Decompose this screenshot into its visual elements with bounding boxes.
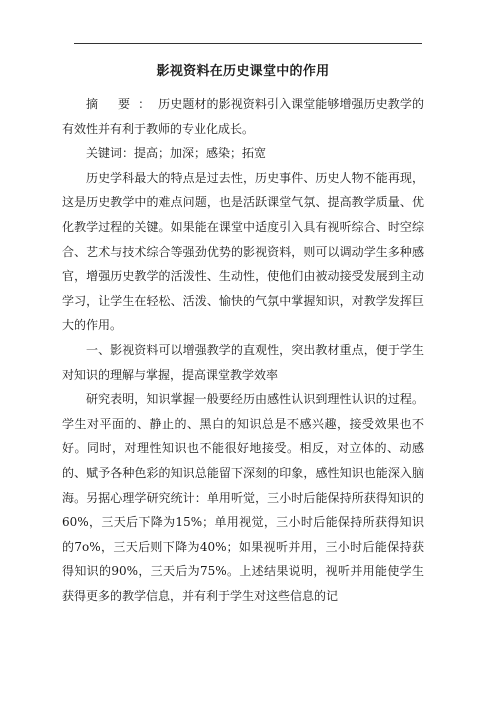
section-heading-1: 一、影视资料可以增强教学的直观性，突出教材重点，便于学生对知识的理解与掌握，提高课堂教学效率: [62, 342, 424, 382]
abstract-text: 历史题材的影视资料引入课堂能够增强历史教学的有效性并有利于教师的专业化成长。: [62, 97, 424, 136]
document-title: 影视资料在历史课堂中的作用: [156, 64, 330, 79]
document-body: [62, 62, 424, 608]
abstract: [62, 92, 424, 141]
keywords: [62, 141, 424, 166]
abstract-label: 摘 要：: [86, 97, 159, 111]
header-rule: [74, 43, 422, 44]
body-paragraph-research: 研究表明，知识掌握一般要经历由感性认识到理性认识的过程。学生对平面的、静止的、黑白的知识总是不感兴趣，接受效果也不好。同时，对理性知识也不能很好地接受。相反，对立体的、动感的、赋予各种色彩的知识总能留下深刻的印象，感性知识也能深入脑海。另据心理学研究统计：单用听觉，三小时后能保持所获得知识的60%，三天后下降为15%；单用视觉，三小时后能保持所获得知识的7o%，三天后则下降为40%；如果视听并用，三小时后能保持获得知识的90%，三天后为75%。上述结果说明，视听并用能使学生获得更多的教学信息，并有利于学生对这些信息的记: [62, 392, 424, 603]
keywords-label: 关键词：: [86, 146, 135, 161]
body-paragraph-intro: 历史学科最大的特点是过去性，历史事件、历史人物不能再现，这是历史教学中的难点问题，也是活跃课堂气氛、提高教学质量、优化教学过程的关键。如果能在课堂中适度引入具有视听综合、时空综合、艺术与技术综合等强劲优势的影视资料，则可以调动学生多种感官，增强历史教学的活泼性、生动性，使他们由被动接受发展到主动学习，让学生在轻松、活泼、愉快的气氛中掌握知识，对教学发挥巨大的作用。: [62, 170, 424, 333]
keywords-text: 提高；加深；感染；拓宽: [134, 146, 267, 161]
